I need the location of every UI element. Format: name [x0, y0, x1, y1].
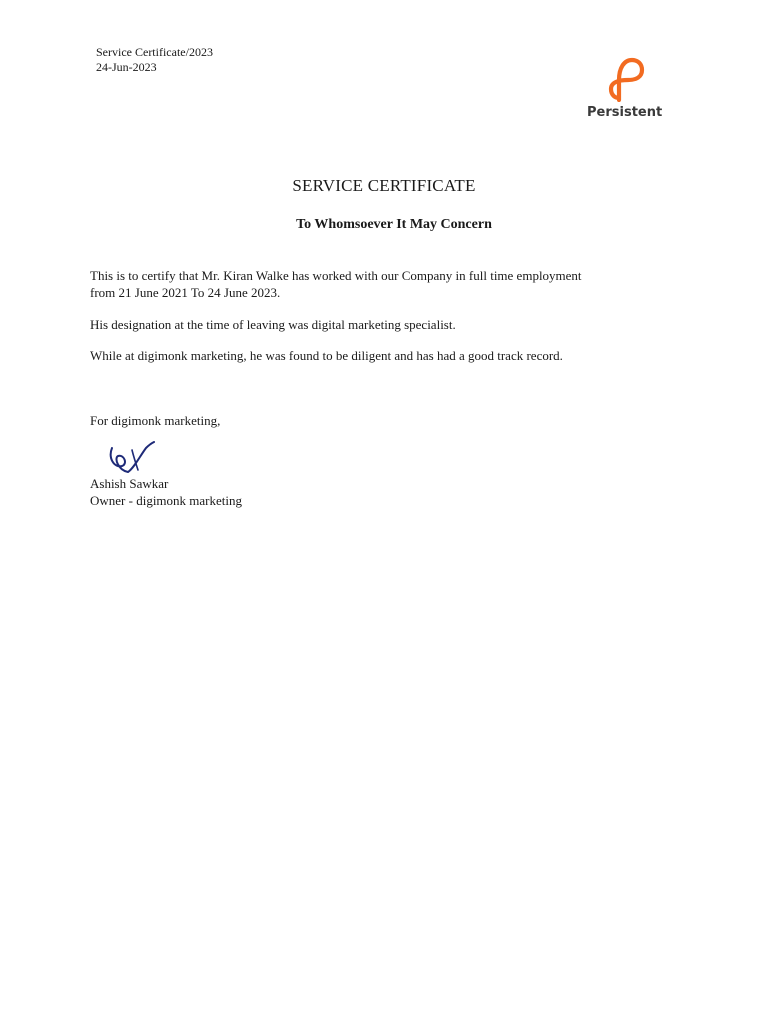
signatory-role: Owner - digimonk marketing [90, 493, 242, 508]
reference-block [96, 45, 213, 75]
certificate-title: SERVICE CERTIFICATE [292, 176, 476, 195]
certificate-subtitle: To Whomsoever It May Concern [296, 217, 492, 232]
designation-paragraph: His designation at the time of leaving was digital marketing specialist. [90, 317, 456, 332]
certification-line-2: from 21 June 2021 To 24 June 2023. [90, 284, 281, 300]
certification-paragraph [90, 268, 630, 301]
conduct-paragraph: While at digimonk marketing, he was found to be diligent and has had a good track record. [90, 348, 563, 363]
closing-line: For digimonk marketing, [90, 413, 221, 428]
logo-brand-text: Persistent [587, 105, 663, 120]
issue-date: 24-Jun-2023 [96, 60, 157, 74]
persistent-logo-icon [598, 54, 648, 102]
reference-number: Service Certificate/2023 [96, 45, 213, 59]
signatory-name: Ashish Sawkar [90, 476, 169, 491]
certification-line-1: This is to certify that Mr. Kiran Walke has worked with our Company in full time employment [90, 268, 582, 283]
handwritten-signature [106, 438, 158, 476]
company-logo [584, 54, 664, 124]
